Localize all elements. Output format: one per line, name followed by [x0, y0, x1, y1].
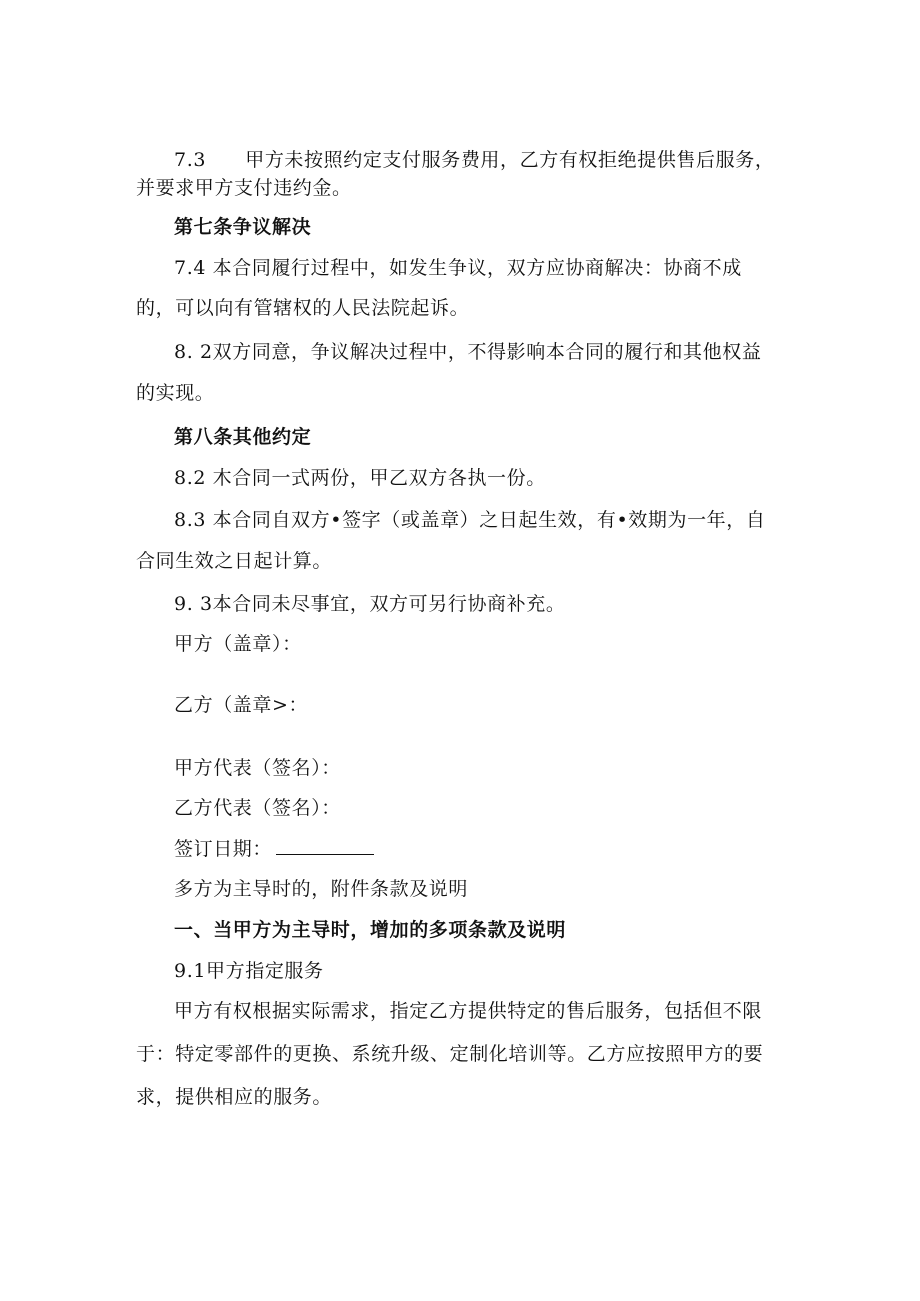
clause-8-2a-line-2: 的实现。 [136, 382, 215, 404]
clause-9-1-title: 9.1甲方指定服务 [174, 960, 324, 982]
article-8-heading: 第八条其他约定 [174, 426, 312, 448]
section-one-heading: 一、当甲方为主导时，增加的多项条款及说明 [174, 919, 567, 941]
clause-9-1-body-line-1: 甲方有权根据实际需求，指定乙方提供特定的售后服务，包括但不限 [174, 1000, 763, 1022]
clause-9-3: 9. 3本合同未尽事宜，双方可另行协商补充。 [174, 593, 566, 615]
annex-intro: 多方为主导时的，附件条款及说明 [174, 878, 469, 900]
clause-7-3-line-2: 并要求甲方支付违约金。 [136, 177, 352, 199]
party-b-seal-label: 乙方（盖章>： [174, 694, 309, 716]
sign-date-blank-line [276, 836, 374, 855]
sign-date-label: 签订日期： [174, 838, 273, 860]
clause-8-2a-line-1: 8. 2双方同意，争议解决过程中，不得影响本合同的履行和其他权益 [174, 341, 762, 363]
article-7-heading: 第七条争议解决 [174, 216, 312, 238]
clause-8-3-line-1: 8.3 本合同自双方•签字（或盖章）之日起生效，有•效期为一年，自 [174, 509, 766, 531]
clause-8-3-line-2: 合同生效之日起计算。 [136, 550, 333, 572]
clause-9-1-body-line-3: 求，提供相应的服务。 [136, 1086, 333, 1108]
sign-date-row [174, 836, 374, 861]
clause-7-3-line-1: 7.3 甲方未按照约定支付服务费用，乙方有权拒绝提供售后服务， [174, 149, 775, 171]
party-a-seal-label: 甲方（盖章）： [174, 633, 302, 655]
clause-7-4-line-2: 的，可以向有管辖权的人民法院起诉。 [136, 297, 470, 319]
clause-8-2b: 8.2 木合同一式两份，甲乙双方各执一份。 [174, 467, 546, 489]
clause-7-4-line-1: 7.4 本合同履行过程中，如发生争议，双方应协商解决：协商不成 [174, 257, 742, 279]
party-b-representative-label: 乙方代表（签名）： [174, 797, 341, 819]
clause-9-1-body-line-2: 于：特定零部件的更换、系统升级、定制化培训等。乙方应按照甲方的要 [136, 1043, 764, 1065]
party-a-representative-label: 甲方代表（签名）： [174, 757, 341, 779]
